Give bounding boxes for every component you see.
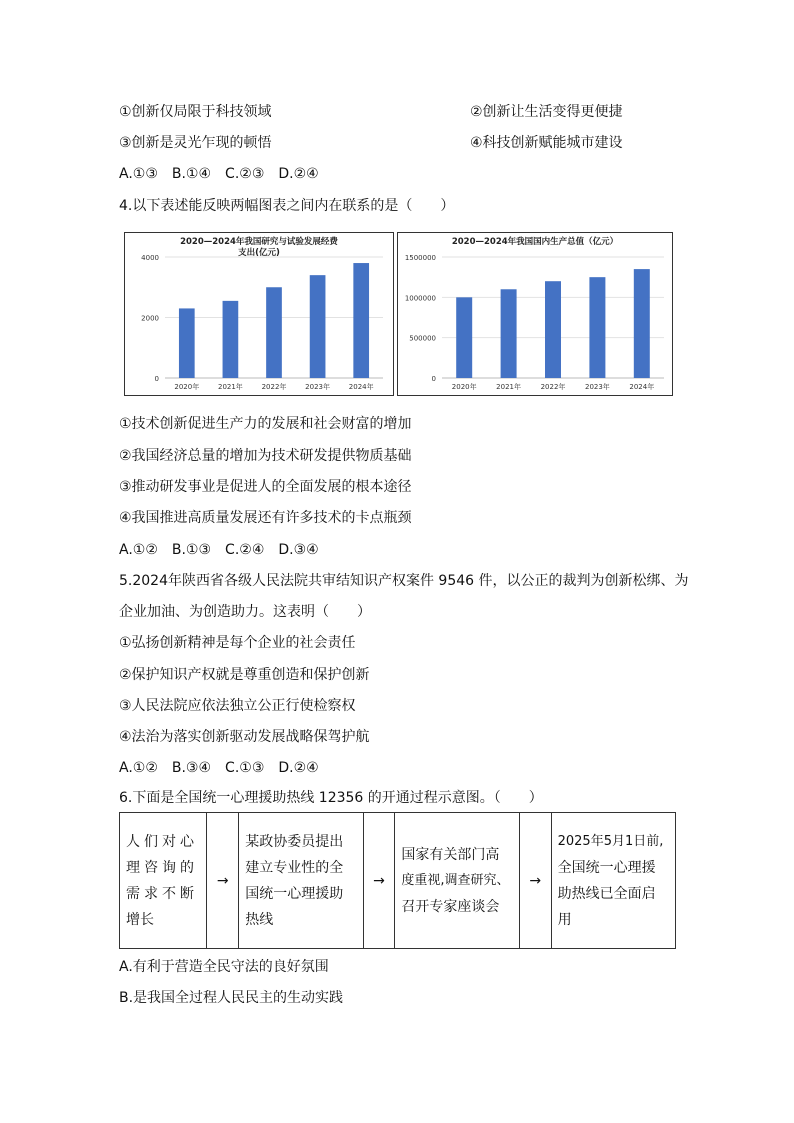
flow-step-3-line: 度重视,调查研究、 [401, 872, 510, 888]
bar [456, 297, 472, 378]
q4-choices: A.①② B.①③ C.②④ D.③④ [119, 542, 319, 558]
flow-step-4 [551, 813, 675, 949]
flow-step-3 [395, 813, 519, 949]
flow-arrow: → [363, 813, 395, 949]
q3-option-4: ④科技创新赋能城市建设 [470, 135, 623, 151]
x-tick-label: 2021年 [496, 383, 522, 391]
q3-option-3: ③创新是灵光乍现的顿悟 [119, 135, 272, 151]
flow-step-1 [120, 813, 207, 949]
x-tick-label: 2020年 [174, 383, 200, 391]
flow-step-2-line: 国统一心理援助 [245, 885, 344, 902]
flow-step-2-line: 热线 [245, 911, 274, 928]
flow-step-1-line: 理咨询的 [126, 859, 198, 876]
y-tick-label: 0 [431, 375, 436, 383]
q4-item-2: ②我国经济总量的增加为技术研发提供物质基础 [119, 448, 412, 464]
y-tick-label: 1000000 [404, 294, 436, 303]
q6-option-a: A.有利于营造全民守法的良好氛围 [119, 959, 329, 975]
rd-expenditure-chart [124, 232, 394, 396]
bar [545, 281, 561, 378]
q3-option-1: ①创新仅局限于科技领域 [119, 104, 272, 120]
gdp-chart-svg [398, 233, 672, 395]
flow-step-2 [239, 813, 363, 949]
y-tick-label: 500000 [409, 334, 436, 343]
q4-item-4: ④我国推进高质量发展还有许多技术的卡点瓶颈 [119, 510, 412, 526]
flow-arrow: → [519, 813, 551, 949]
y-tick-label: 4000 [141, 254, 159, 262]
q4-item-3: ③推动研发事业是促进人的全面发展的根本途径 [119, 479, 412, 495]
chart-title: 2020—2024年我国国内生产总值（亿元） [451, 237, 619, 247]
flow-step-4-line: 全国统一心理援 [557, 859, 656, 876]
q4-stem: 4.以下表述能反映两幅图表之间内在联系的是（ ） [119, 198, 455, 214]
y-tick-label: 2000 [141, 314, 159, 323]
bar [266, 287, 282, 378]
flow-step-2-line: 某政协委员提出 [245, 833, 344, 850]
flow-step-3-line: 召开专家座谈会 [401, 898, 500, 915]
q5-stem-line1: 5.2024年陕西省各级人民法院共审结知识产权案件 9546 件，以公正的裁判为创新松绑、为 [119, 573, 689, 589]
gdp-chart [397, 232, 673, 396]
x-tick-label: 2022年 [540, 383, 566, 391]
q5-item-2: ②保护知识产权就是尊重创造和保护创新 [119, 667, 370, 683]
x-tick-label: 2024年 [629, 383, 655, 391]
rd-expenditure-chart-svg [125, 233, 393, 395]
q6-stem: 6.下面是全国统一心理援助热线 12356 的开通过程示意图。（ ） [119, 790, 543, 806]
q5-item-3: ③人民法院应依法独立公正行使检察权 [119, 698, 356, 714]
flow-arrow: → [207, 813, 239, 949]
y-tick-label: 1500000 [404, 254, 436, 262]
bar [310, 275, 326, 378]
q3-option-2: ②创新让生活变得更便捷 [470, 104, 623, 120]
q5-choices: A.①② B.③④ C.①③ D.②④ [119, 760, 319, 776]
flow-step-3-line: 国家有关部门高 [401, 846, 500, 863]
flow-step-1-line: 人们对心 [126, 833, 198, 850]
q4-item-1: ①技术创新促进生产力的发展和社会财富的增加 [119, 416, 412, 432]
q5-item-4: ④法治为落实创新驱动发展战略保驾护航 [119, 729, 370, 745]
bar [589, 277, 605, 378]
bar [501, 289, 517, 378]
flow-step-4-line: 助热线已全面启 [557, 885, 656, 902]
q5-item-1: ①弘扬创新精神是每个企业的社会责任 [119, 635, 356, 651]
flow-step-1-line: 增长 [126, 911, 154, 928]
chart-title: 支出(亿元) [238, 248, 280, 258]
flow-step-1-line: 需求不断 [126, 885, 198, 902]
hotline-flow-diagram [119, 812, 676, 949]
q5-stem-line2: 企业加油、为创造助力。这表明（ ） [119, 604, 371, 620]
y-tick-label: 0 [154, 375, 159, 383]
x-tick-label: 2024年 [348, 383, 374, 391]
chart-title: 2020—2024年我国研究与试验发展经费 [180, 237, 338, 247]
flow-step-4-line: 用 [557, 911, 572, 928]
q6-option-b: B.是我国全过程人民民主的生动实践 [119, 990, 344, 1006]
bar [634, 269, 650, 378]
flow-step-4-line: 2025年5月1日前, [557, 833, 664, 849]
x-tick-label: 2020年 [451, 383, 477, 391]
x-tick-label: 2022年 [261, 383, 287, 391]
flow-step-2-line: 建立专业性的全 [245, 859, 344, 876]
q3-choices: A.①③ B.①④ C.②③ D.②④ [119, 166, 319, 182]
bar [223, 301, 239, 378]
x-tick-label: 2023年 [305, 383, 331, 391]
x-tick-label: 2021年 [217, 383, 243, 391]
x-tick-label: 2023年 [584, 383, 610, 391]
bar [179, 308, 195, 378]
bar [353, 263, 369, 378]
